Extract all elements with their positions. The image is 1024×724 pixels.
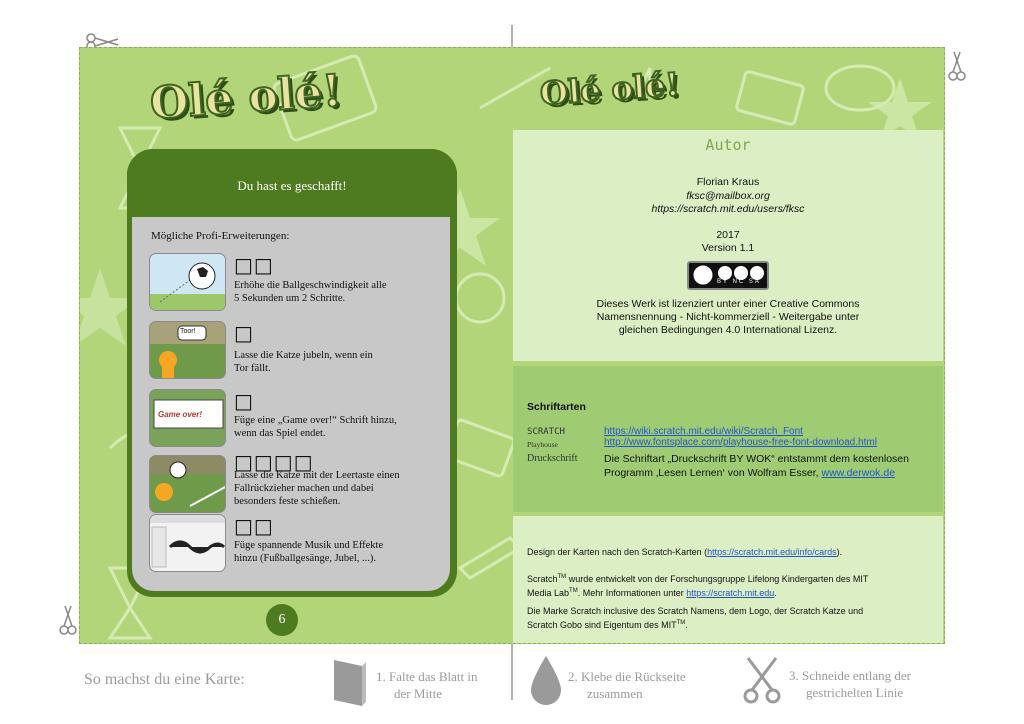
step-2-line-1: 2. Klebe die Rückseite: [568, 669, 686, 684]
extension-text-1a: Erhöhe die Ballgeschwindigkeit alle: [234, 280, 387, 291]
credits-para-3: [527, 605, 937, 631]
author-version: Version 1.1: [701, 242, 755, 254]
credits-text: Scratch: [527, 574, 558, 584]
extension-text-5b: hinzu (Fußballgesänge, Jubel, ...).: [234, 553, 377, 564]
scratch-cards-link[interactable]: https://scratch.mit.edu/info/cards: [707, 547, 837, 557]
credits-text: .: [685, 620, 688, 630]
credits-text: Media Lab: [527, 588, 570, 598]
extension-text-2a: Lasse die Katze jubeln, wenn ein: [234, 350, 373, 361]
extension-thumb-sound: [149, 514, 226, 572]
author-email: fksc@mailbox.org: [686, 190, 770, 202]
license-line-1: Dieses Werk ist lizenziert unter einer Creative Commons: [596, 298, 860, 310]
font-desc-druckschrift-1: Die Schriftart „Druckschrift BY WOK“ entstammt dem kostenlosen: [604, 453, 909, 465]
card-header: Du hast es geschafft!: [127, 149, 457, 211]
fonts-panel: [513, 366, 943, 512]
difficulty-stars: □□: [234, 514, 274, 538]
scratch-site-link[interactable]: https://scratch.mit.edu: [686, 588, 775, 598]
gameover-banner: Game over!: [158, 410, 203, 419]
author-url: https://scratch.mit.edu/users/fksc: [651, 203, 805, 215]
tm-mark: TM: [676, 620, 686, 626]
extension-text-4c: besonders feste schießen.: [234, 496, 341, 507]
credits-text: Die Marke Scratch inclusive des Scratch Namens, dem Logo, der Scratch Katze und: [527, 606, 864, 616]
step-3-line-2: gestrichelten Linie: [806, 685, 904, 700]
author-heading: Autor: [705, 136, 751, 154]
credits-text: .: [774, 588, 777, 598]
extension-text-3b: wenn das Spiel endet.: [234, 428, 326, 439]
right-title: Olé olé!: [538, 65, 681, 113]
credits-text: wurde entwickelt von der Forschungsgruppe Lifelong Kindergarten des MIT: [566, 574, 869, 584]
font-label-playhouse: Playhouse: [527, 440, 558, 449]
credits-text: Scratch Gobo sind Eigentum des MIT: [527, 620, 677, 630]
credits-text: . Mehr Informationen unter: [577, 588, 687, 598]
tm-mark: TM: [569, 588, 578, 594]
font-label-scratch: SCRATCH: [527, 427, 565, 437]
font-link-scratch[interactable]: https://wiki.scratch.mit.edu/wiki/Scratch_Font: [604, 426, 803, 437]
how-to-label: So machst du eine Karte:: [84, 671, 245, 688]
fold-book-icon: [330, 656, 370, 708]
extension-text-2b: Tor fällt.: [234, 363, 271, 374]
extension-text-4b: Fallrückzieher machen und dabei: [234, 483, 374, 494]
derwok-link[interactable]: www.derwok.de: [821, 467, 896, 479]
author-panel: [513, 130, 943, 361]
extension-text-3a: Füge eine „Game over!“ Schrift hinzu,: [234, 415, 397, 426]
speech-bubble: Toor!: [180, 328, 196, 335]
font-desc-druckschrift-2-text: Programm ‚Lesen Lernen‘ von Wolfram Esser,: [604, 467, 819, 479]
scissors-icon-bottomleft: [60, 606, 76, 634]
difficulty-stars: □: [234, 389, 254, 413]
scissors-icon-topright: [949, 52, 965, 80]
extension-thumb-ball: [149, 253, 226, 311]
difficulty-stars: □: [234, 321, 254, 345]
credits-text: ).: [836, 547, 843, 557]
extension-text-4a: Lasse die Katze mit der Leertaste einen: [234, 470, 400, 481]
author-year: 2017: [716, 229, 740, 241]
card-body: [132, 217, 450, 591]
cc-badge-terms: BY NC SA: [717, 279, 761, 285]
step-1-line-2: der Mitte: [394, 686, 443, 701]
step-1-line-1: 1. Falte das Blatt in: [376, 669, 478, 684]
author-name: Florian Kraus: [696, 176, 760, 188]
tm-mark: TM: [557, 574, 567, 580]
font-desc-druckschrift-2: [604, 467, 895, 479]
fonts-heading: Schriftarten: [527, 401, 586, 413]
step-3-line-1: 3. Schneide entlang der: [789, 668, 912, 683]
difficulty-stars: □□□□: [234, 450, 314, 474]
extension-thumb-gameover: [149, 389, 226, 447]
extensions-subtitle: Mögliche Profi-Erweiterungen:: [151, 230, 290, 242]
cc-license-badge: [687, 261, 769, 290]
credits-panel: [513, 516, 943, 643]
credits-text: Design der Karten nach den Scratch-Karten (: [527, 547, 708, 557]
extension-text-5a: Füge spannende Musik und Effekte: [234, 540, 384, 551]
difficulty-stars: □□: [234, 253, 274, 277]
credits-line-1: [527, 546, 842, 558]
step-2-line-2: zusammen: [587, 686, 643, 701]
font-label-druckschrift: Druckschrift: [527, 453, 578, 464]
extension-thumb-cheer: [149, 321, 226, 379]
font-link-playhouse[interactable]: http://www.fontsplace.com/playhouse-free-font-download.html: [604, 437, 877, 448]
credits-para-2: [527, 571, 937, 599]
glue-drop-icon: [529, 654, 563, 706]
extension-text-1b: 5 Sekunden um 2 Schritte.: [234, 293, 346, 304]
extension-thumb-kick: [149, 455, 226, 513]
license-line-2: Namensnennung - Nicht-kommerziell - Weitergabe unter: [596, 311, 860, 323]
scissors-icon: [742, 654, 782, 706]
challenge-card: [127, 149, 457, 597]
license-line-3: gleichen Bedingungen 4.0 International Lizenz.: [618, 324, 838, 336]
page-number: 6: [266, 604, 298, 636]
left-title: Olé olé!: [148, 65, 344, 130]
